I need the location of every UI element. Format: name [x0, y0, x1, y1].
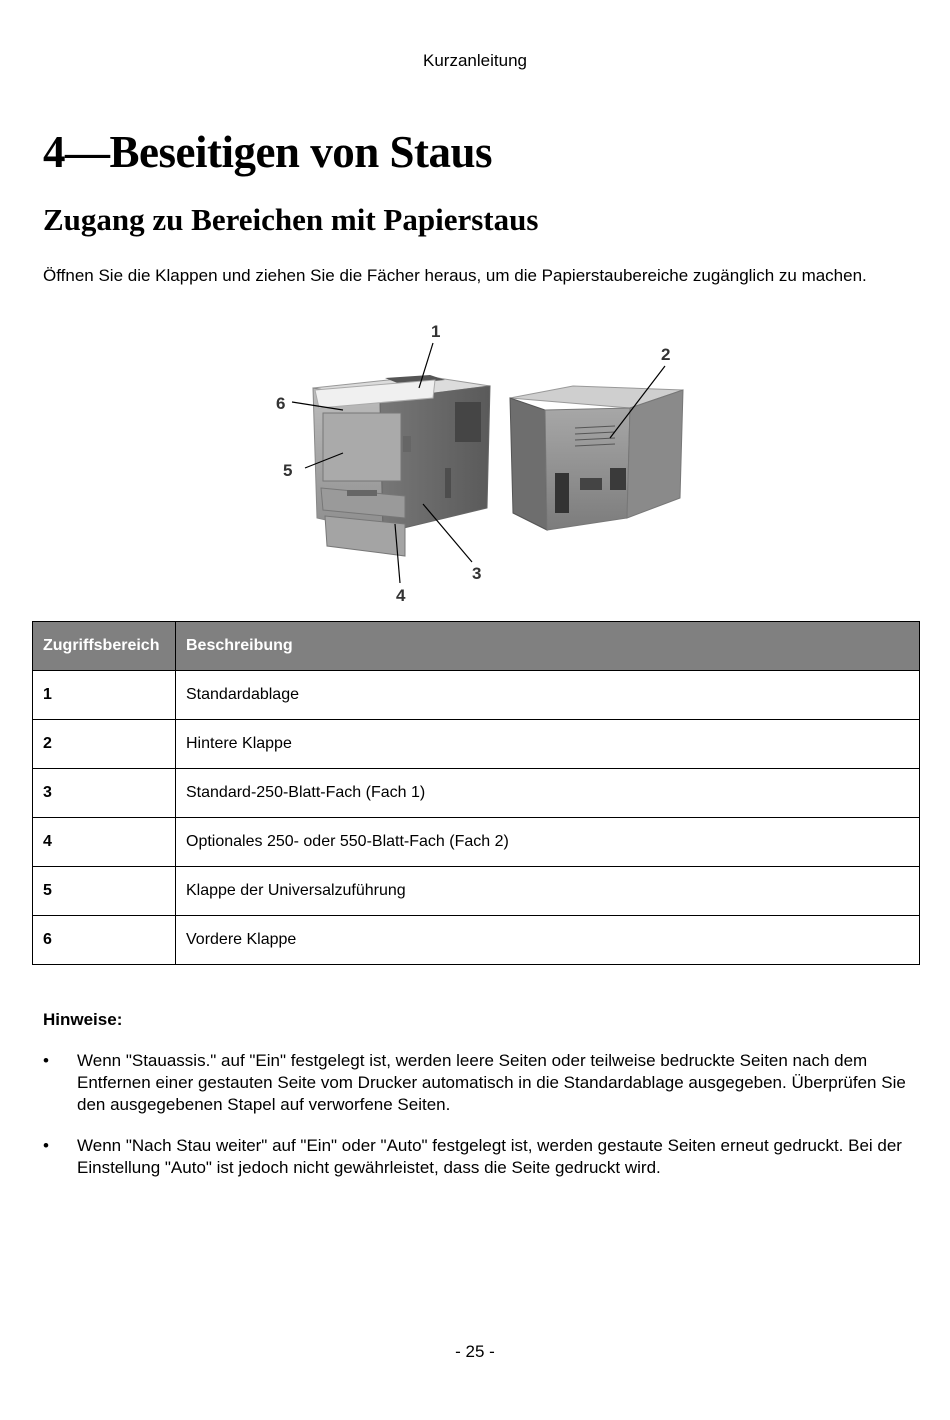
area-cell: 5	[33, 867, 176, 916]
callout-4: 4	[396, 586, 406, 605]
access-area-table	[32, 621, 920, 965]
area-cell: 6	[33, 916, 176, 965]
note-text: Wenn "Nach Stau weiter" auf "Ein" oder "Auto" festgelegt ist, werden gestaute Seiten erneut gedruckt. Bei der Einstellung "Auto" ist jedoch nicht gewährleistet, dass die Seite gedruckt wird.	[77, 1136, 902, 1177]
bullet-icon: •	[43, 1136, 49, 1155]
callout-6: 6	[276, 394, 286, 413]
table-row	[33, 867, 920, 916]
description-cell: Standardablage	[176, 671, 920, 720]
list-item	[43, 1050, 923, 1116]
list-item	[43, 1135, 923, 1179]
description-cell: Standard-250-Blatt-Fach (Fach 1)	[176, 769, 920, 818]
table-row	[33, 818, 920, 867]
bullet-icon: •	[43, 1051, 49, 1070]
callout-3: 3	[472, 564, 482, 583]
callout-5: 5	[283, 461, 293, 480]
intro-paragraph: Öffnen Sie die Klappen und ziehen Sie die Fächer heraus, um die Papierstaubereiche zugänglich zu machen.	[43, 266, 867, 285]
note-text: Wenn "Stauassis." auf "Ein" festgelegt ist, werden leere Seiten oder teilweise bedruckte Seiten nach dem Entfernen einer gestauten Seite vom Drucker automatisch in die Standardablage ausgegeben. Überprüfen Sie den ausgegebenen Stapel auf verworfene Seiten.	[77, 1051, 906, 1114]
page-number: - 25 -	[455, 1342, 495, 1361]
page-header: Kurzanleitung	[423, 51, 527, 70]
column-header-area: Zugriffsbereich	[33, 622, 176, 671]
description-cell: Klappe der Universalzuführung	[176, 867, 920, 916]
rear-printer	[510, 386, 683, 530]
callout-1: 1	[431, 322, 441, 341]
table-header-row	[33, 622, 920, 671]
notes-list	[43, 1050, 923, 1198]
table-row	[33, 671, 920, 720]
section-title: Zugang zu Bereichen mit Papierstaus	[43, 202, 539, 237]
description-cell: Hintere Klappe	[176, 720, 920, 769]
description-cell: Optionales 250- oder 550-Blatt-Fach (Fach 2)	[176, 818, 920, 867]
table-row	[33, 720, 920, 769]
area-cell: 1	[33, 671, 176, 720]
notes-heading: Hinweise:	[43, 1010, 123, 1029]
area-cell: 4	[33, 818, 176, 867]
page-title: 4—Beseitigen von Staus	[43, 127, 493, 177]
printer-illustration	[255, 318, 705, 610]
callout-2: 2	[661, 345, 671, 364]
description-cell: Vordere Klappe	[176, 916, 920, 965]
area-cell: 3	[33, 769, 176, 818]
table-row	[33, 916, 920, 965]
column-header-description: Beschreibung	[176, 622, 920, 671]
front-printer	[313, 375, 490, 556]
area-cell: 2	[33, 720, 176, 769]
table-row	[33, 769, 920, 818]
